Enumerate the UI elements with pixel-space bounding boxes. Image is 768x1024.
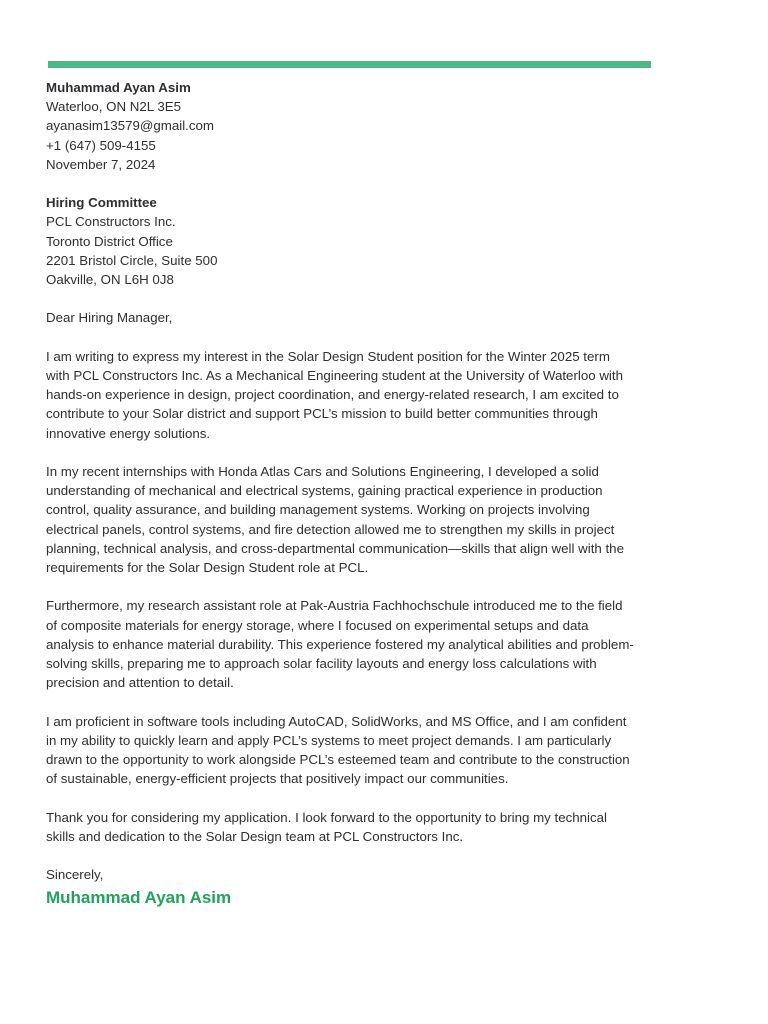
recipient-block [46, 193, 636, 289]
recipient-street: 2201 Bristol Circle, Suite 500 [46, 252, 218, 268]
sender-address: Waterloo, ON N2L 3E5 [46, 99, 181, 115]
closing: Sincerely, [46, 867, 104, 883]
sender-email: ayanasim13579@gmail.com [46, 118, 214, 134]
header-accent-bar [48, 61, 651, 68]
body-paragraph: Thank you for considering my application. I look forward to the opportunity to bring my technical skills and dedication to the Solar Design team at PCL Constructors Inc. [46, 809, 607, 844]
sender-phone: +1 (647) 509-4155 [46, 137, 156, 153]
letter-date: November 7, 2024 [46, 156, 156, 172]
sender-block [46, 78, 636, 174]
recipient-company: PCL Constructors Inc. [46, 214, 176, 230]
recipient-office: Toronto District Office [46, 233, 173, 249]
recipient-city: Oakville, ON L6H 0J8 [46, 272, 174, 288]
signature-name: Muhammad Ayan Asim [46, 888, 232, 908]
body-paragraph: In my recent internships with Honda Atlas Cars and Solutions Engineering, I developed a solid understanding of mechanical and electrical systems, gaining practical experience in production control, quality assurance, and building management systems. Working on projects involving electrical panels, control systems, and fire detection allowed me to strengthen my skills in project planning, technical analysis, and cross-departmental communication—skills that align well with the requirements for the Solar Design Student role at PCL. [46, 464, 624, 576]
body-paragraph: Furthermore, my research assistant role at Pak-Austria Fachhochschule introduced me to the field of composite materials for energy storage, where I focused on experimental setups and data analysis to enhance material durability. This experience fostered my analytical abilities and problem-solving skills, preparing me to approach solar facility layouts and energy loss calculations with precision and attention to detail. [46, 598, 634, 691]
recipient-name: Hiring Committee [46, 195, 157, 211]
body-paragraph: I am proficient in software tools including AutoCAD, SolidWorks, and MS Office, and I am confident in my ability to quickly learn and apply PCL’s systems to meet project demands. I am particularly drawn to the opportunity to work alongside PCL’s esteemed team and contribute to the construction of sustainable, energy-efficient projects that positively impact our communities. [46, 713, 630, 787]
salutation: Dear Hiring Manager, [46, 310, 173, 326]
body-paragraph: I am writing to express my interest in the Solar Design Student position for the Winter 2025 term with PCL Constructors Inc. As a Mechanical Engineering student at the University of Waterloo with hands-on experience in design, project coordination, and energy-related research, I am excited to contribute to your Solar district and support PCL’s mission to build better communities through innovative energy solutions. [46, 348, 623, 441]
sender-name: Muhammad Ayan Asim [46, 80, 191, 95]
cover-letter [46, 78, 636, 909]
